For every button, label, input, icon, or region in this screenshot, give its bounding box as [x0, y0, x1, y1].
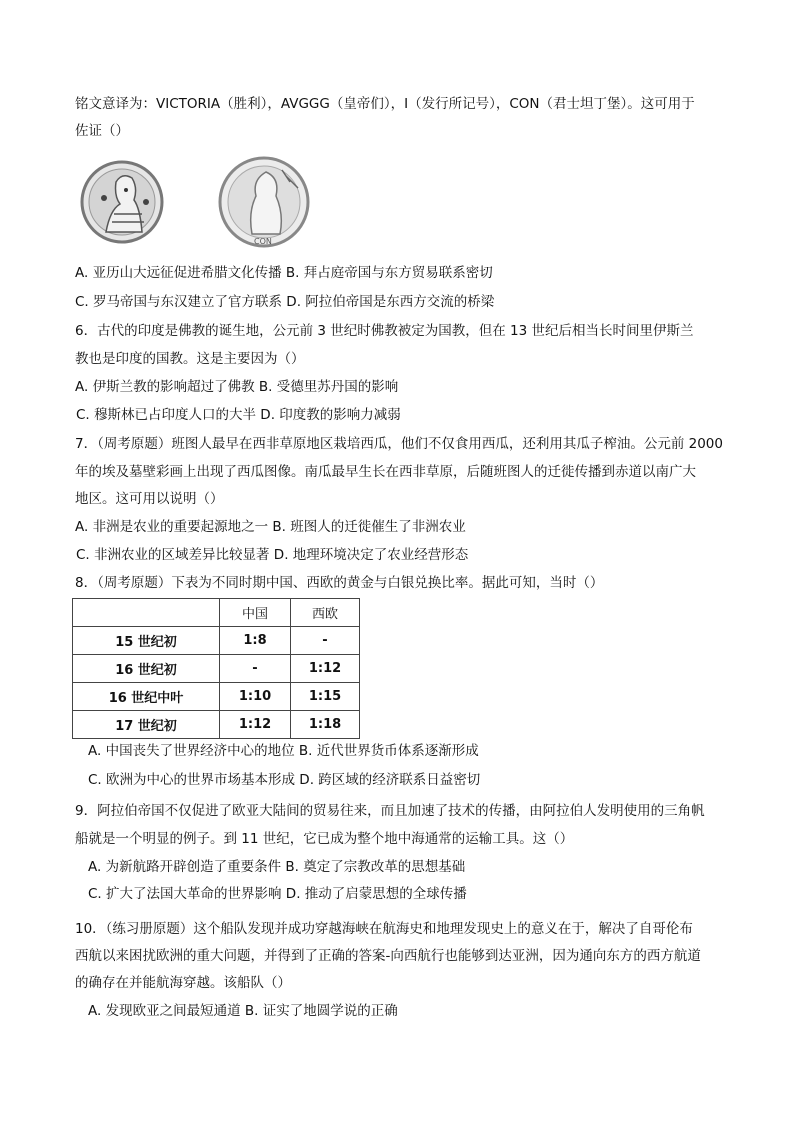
- coin-reverse-image: [220, 158, 308, 246]
- q7-option-ab: A. 非洲是农业的重要起源地之一 B. 班图人的迁徙催生了非洲农业: [75, 519, 466, 535]
- q9-option-ab: A. 为新航路开辟创造了重要条件 B. 奠定了宗教改革的思想基础: [88, 859, 466, 875]
- table-cell-china: -: [220, 655, 291, 683]
- q5-option-cd: C. 罗马帝国与东汉建立了官方联系 D. 阿拉伯帝国是东西方交流的桥梁: [75, 294, 495, 310]
- q5-stem-line1: 铭文意译为：VICTORIA（胜利），AVGGG（皇帝们），I（发行所记号），CON（君士坦丁堡）。这可用于: [75, 96, 695, 112]
- q5-stem-line2: 佐证（）: [75, 123, 129, 139]
- table-cell-period: 16 世纪初: [73, 655, 220, 683]
- table-cell-china: 1:10: [220, 683, 291, 711]
- q9-stem-line1: 9．阿拉伯帝国不仅促进了欧亚大陆间的贸易往来，而且加速了技术的传播，由阿拉伯人发明使用的三角帆: [75, 803, 705, 819]
- q7-stem-line3: 地区。这可用以说明（）: [75, 491, 224, 507]
- table-header-row: [73, 599, 360, 627]
- q7-stem-line2: 年的埃及墓壁彩画上出现了西瓜图像。南瓜最早生长在西非草原，后随班图人的迁徙传播到赤道以南广大: [75, 464, 696, 480]
- q6-option-ab: A. 伊斯兰教的影响超过了佛教 B. 受德里苏丹国的影响: [75, 379, 399, 395]
- table-cell-period: 16 世纪中叶: [73, 683, 220, 711]
- q7-stem-line1: 7．（周考原题）班图人最早在西非草原地区栽培西瓜，他们不仅食用西瓜，还利用其瓜子榨油。公元前 2000: [75, 436, 723, 452]
- q10-option-ab: A. 发现欧亚之间最短通道 B. 证实了地圆学说的正确: [88, 1003, 398, 1019]
- table-row: [73, 655, 360, 683]
- coin-obverse-image: [82, 162, 162, 242]
- table-cell-china: 1:8: [220, 627, 291, 655]
- table-header-china: 中国: [220, 599, 291, 627]
- q9-stem-line2: 船就是一个明显的例子。到 11 世纪，它已成为整个地中海通常的运输工具。这（）: [75, 831, 574, 847]
- q10-stem-line3: 的确存在并能航海穿越。该船队（）: [75, 975, 291, 991]
- table-row: [73, 711, 360, 739]
- table-cell-period: 15 世纪初: [73, 627, 220, 655]
- q9-option-cd: C. 扩大了法国大革命的世界影响 D. 推动了启蒙思想的全球传播: [88, 886, 467, 902]
- q8-option-ab: A. 中国丧失了世界经济中心的地位 B. 近代世界货币体系逐渐形成: [88, 743, 479, 759]
- svg-text:CON: CON: [254, 237, 272, 246]
- table-cell-china: 1:12: [220, 711, 291, 739]
- coin-images: [76, 152, 336, 252]
- table-row: [73, 627, 360, 655]
- table-header-west-europe: 西欧: [291, 599, 360, 627]
- table-cell-west-europe: 1:12: [291, 655, 360, 683]
- q10-stem-line1: 10．（练习册原题）这个船队发现并成功穿越海峡在航海史和地理发现史上的意义在于，解决了自哥伦布: [75, 921, 693, 937]
- q6-stem-line2: 教也是印度的国教。这是主要因为（）: [75, 351, 305, 367]
- q6-option-cd: C. 穆斯林已占印度人口的大半 D. 印度教的影响力减弱: [76, 407, 401, 423]
- table-cell-period: 17 世纪初: [73, 711, 220, 739]
- table-row: [73, 683, 360, 711]
- table-cell-west-europe: 1:18: [291, 711, 360, 739]
- q5-option-ab: A. 亚历山大远征促进希腊文化传播 B. 拜占庭帝国与东方贸易联系密切: [75, 265, 493, 281]
- q8-stem-line1: 8．（周考原题）下表为不同时期中国、西欧的黄金与白银兑换比率。据此可知，当时（）: [75, 575, 604, 591]
- q7-option-cd: C. 非洲农业的区域差异比较显著 D. 地理环境决定了农业经营形态: [76, 547, 469, 563]
- q10-stem-line2: 西航以来困扰欧洲的重大问题，并得到了正确的答案-向西航行也能够到达亚洲，因为通向东方的西方航道: [75, 948, 701, 964]
- table-cell-west-europe: -: [291, 627, 360, 655]
- q8-option-cd: C. 欧洲为中心的世界市场基本形成 D. 跨区域的经济联系日益密切: [88, 772, 481, 788]
- table-header-blank: [73, 599, 220, 627]
- table-cell-west-europe: 1:15: [291, 683, 360, 711]
- gold-silver-ratio-table: [72, 598, 360, 739]
- q6-stem-line1: 6．古代的印度是佛教的诞生地，公元前 3 世纪时佛教被定为国教，但在 13 世纪后相当长时间里伊斯兰: [75, 323, 694, 339]
